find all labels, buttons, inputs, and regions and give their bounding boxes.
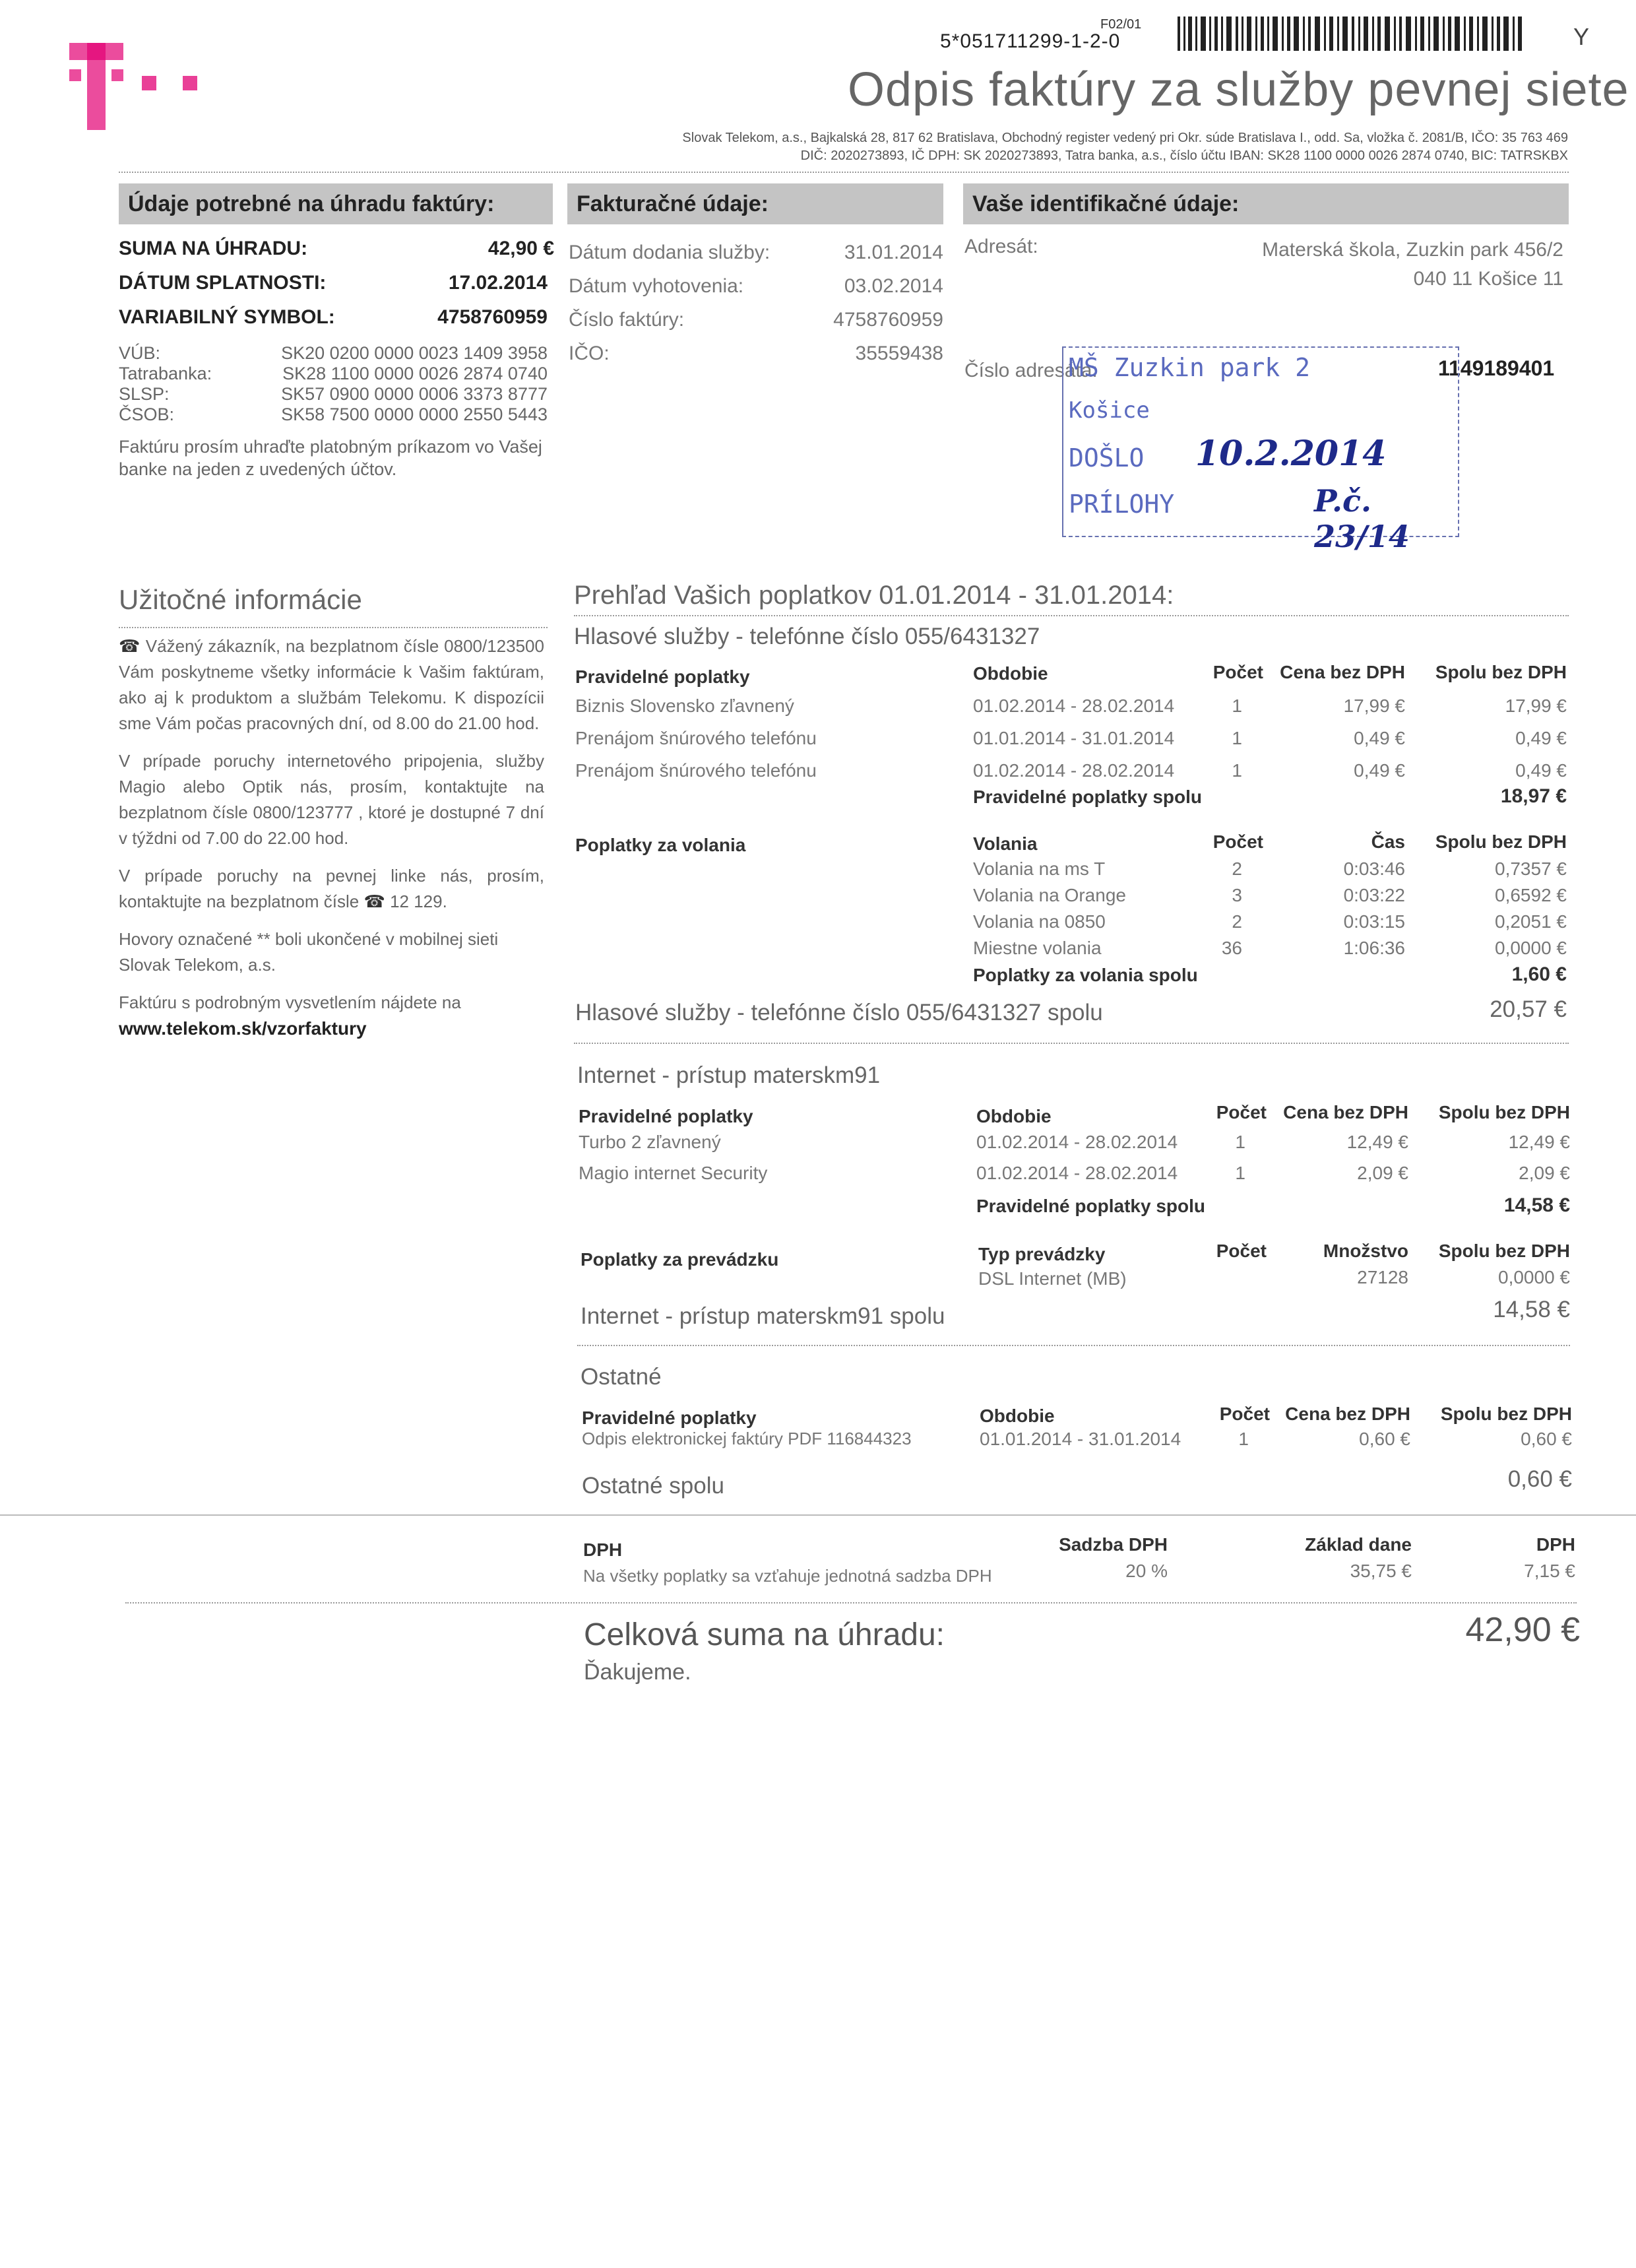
- barcode: [1178, 16, 1527, 51]
- charge-row: [579, 1157, 1570, 1188]
- call-row: [973, 856, 1569, 882]
- vat-heading: DPH: [583, 1539, 623, 1560]
- charge-price: 17,99 €: [1343, 696, 1405, 716]
- internet-regular-total-label: Pravidelné poplatky spolu: [976, 1196, 1205, 1216]
- internet-regular-total: 14,58 €: [1503, 1194, 1570, 1216]
- company-info: [516, 129, 1568, 165]
- col-count: Počet: [1212, 662, 1263, 682]
- barcode-number: 5*051711299-1-2-0: [940, 30, 1121, 52]
- bank-name: SLSP:: [119, 384, 170, 404]
- info-paragraph: [119, 863, 544, 915]
- charge-count: 1: [1232, 728, 1242, 748]
- calls-rows: [973, 856, 1569, 961]
- bank-iban: SK20 0200 0000 0023 1409 3958: [281, 343, 548, 363]
- charge-name: Turbo 2 zľavnený: [579, 1132, 721, 1152]
- internet-summary-label: Internet - prístup materskm91 spolu: [581, 1303, 945, 1329]
- call-type: Volania na Orange: [973, 885, 1126, 905]
- charge-price: 0,49 €: [1354, 728, 1405, 748]
- billing-row: [569, 269, 943, 303]
- other-title: Ostatné: [581, 1364, 662, 1390]
- call-total: 0,2051 €: [1495, 911, 1567, 932]
- vat-rate-value: 20 %: [1125, 1561, 1168, 1581]
- charge-row: [579, 1126, 1570, 1157]
- charge-name: Prenájom šnúrového telefónu: [575, 728, 817, 748]
- addressee-label: Adresát:: [964, 236, 1038, 257]
- call-row: [973, 882, 1569, 909]
- bank-accounts: [119, 343, 548, 425]
- info-rule: [119, 627, 548, 628]
- phone-icon: ☎: [363, 891, 385, 911]
- call-count: 36: [1221, 938, 1242, 958]
- vat-base-label: Základ dane: [1305, 1534, 1412, 1555]
- voice-regular-total-label: Pravidelné poplatky spolu: [973, 787, 1202, 807]
- traffic-total: 0,0000 €: [1498, 1267, 1570, 1287]
- info-paragraph: Hovory označené ** boli ukončené v mobilnej sieti Slovak Telekom, a.s.: [119, 929, 499, 975]
- info-paragraph: V prípade poruchy internetového pripojenia, služby Magio alebo Optik nás, prosím, kontaktujte na bezplatnom čísle 0800/123777 , ktoré je dostupné 7 dní v týždni od 7.00 do 22.00 hod.: [119, 751, 544, 848]
- billing-rows: [569, 236, 943, 370]
- call-time: 0:03:22: [1343, 885, 1405, 905]
- addressee-line: 040 11 Košice 11: [1413, 268, 1563, 290]
- billing-value: 35559438: [855, 342, 943, 364]
- call-type: Volania na ms T: [973, 859, 1106, 879]
- due-date-value: 17.02.2014: [448, 272, 548, 294]
- col-count: Počet: [1219, 1404, 1270, 1424]
- charge-price: 12,49 €: [1346, 1132, 1408, 1152]
- payment-note: [119, 436, 542, 480]
- voice-title: Hlasové služby - telefónne číslo 055/6431327: [574, 624, 1040, 649]
- corner-mark: Y: [1573, 23, 1590, 50]
- charge-row: [575, 722, 1569, 754]
- internet-regular-heading: Pravidelné poplatky: [579, 1106, 753, 1126]
- billing-row: [569, 303, 943, 337]
- identification-heading: Vaše identifikačné údaje:: [963, 183, 1569, 224]
- billing-row: [569, 337, 943, 370]
- addressee-number-value: 1149189401: [1438, 356, 1555, 380]
- call-total: 0,7357 €: [1495, 859, 1567, 879]
- col-traffic-count: Počet: [1216, 1241, 1267, 1261]
- charge-price: 0,60 €: [1359, 1429, 1410, 1449]
- charge-total: 17,99 €: [1505, 696, 1567, 716]
- charge-total: 0,49 €: [1515, 760, 1567, 781]
- info-paragraph: [119, 633, 544, 736]
- call-time: 1:06:36: [1343, 938, 1405, 958]
- calls-heading: Poplatky za volania: [575, 835, 746, 855]
- billing-label: Dátum dodania služby:: [569, 242, 771, 263]
- charge-row: [575, 754, 1569, 787]
- charge-period: 01.02.2014 - 28.02.2014: [973, 696, 1175, 716]
- call-time: 0:03:15: [1343, 911, 1405, 932]
- voice-rule: [574, 1043, 1569, 1044]
- call-total: 0,6592 €: [1495, 885, 1567, 905]
- calls-total-label: Poplatky za volania spolu: [973, 965, 1198, 985]
- info-paragraph: Faktúru s podrobným vysvetlením nájdete na: [119, 992, 461, 1012]
- overview-rule: [574, 615, 1569, 616]
- handwritten-reference: P.č. 23/14: [1314, 483, 1410, 554]
- addressee-address: [1121, 236, 1563, 294]
- charge-total: 12,49 €: [1508, 1132, 1570, 1152]
- call-time: 0:03:46: [1343, 859, 1405, 879]
- col-calls-count: Počet: [1212, 831, 1263, 852]
- bank-name: VÚB:: [119, 343, 161, 363]
- charge-total: 0,49 €: [1515, 728, 1567, 748]
- internet-title: Internet - prístup materskm91: [577, 1062, 881, 1088]
- voice-summary-value: 20,57 €: [1490, 996, 1567, 1022]
- other-summary-value: 0,60 €: [1507, 1466, 1572, 1492]
- charge-row: [582, 1429, 1572, 1460]
- vat-amount-value: 7,15 €: [1524, 1561, 1575, 1581]
- charge-period: 01.02.2014 - 28.02.2014: [976, 1132, 1178, 1152]
- overview-title: Prehľad Vašich poplatkov 01.01.2014 - 31.01.2014:: [574, 581, 1174, 610]
- billing-label: Dátum vyhotovenia:: [569, 275, 744, 297]
- fault-line-number: 12 129.: [390, 891, 447, 911]
- call-row: [973, 935, 1569, 961]
- vat-base-value: 35,75 €: [1350, 1561, 1412, 1581]
- variable-symbol-value: 4758760959: [437, 306, 548, 328]
- telekom-logo: [69, 43, 123, 130]
- bank-iban: SK58 7500 0000 0000 2550 5443: [281, 405, 548, 424]
- charge-total: 2,09 €: [1519, 1163, 1570, 1183]
- billing-value: 31.01.2014: [844, 242, 943, 263]
- info-text: [119, 633, 544, 1041]
- header-rule: [119, 172, 1569, 173]
- received-stamp: [1062, 346, 1459, 554]
- voice-summary-label: Hlasové služby - telefónne číslo 055/6431327 spolu: [575, 1000, 1103, 1025]
- stamp-line-2: Košice: [1069, 397, 1150, 424]
- charge-period: 01.02.2014 - 28.02.2014: [973, 760, 1175, 781]
- voice-regular-rows: [575, 690, 1569, 787]
- payment-heading: Údaje potrebné na úhradu faktúry:: [119, 183, 553, 224]
- charge-name: Biznis Slovensko zľavnený: [575, 696, 794, 716]
- charge-total: 0,60 €: [1521, 1429, 1572, 1449]
- bank-row: [119, 405, 548, 425]
- section-divider: [0, 1514, 1636, 1516]
- billing-value: 4758760959: [833, 309, 943, 331]
- stamp-line-1: MŠ Zuzkin park 2: [1069, 353, 1311, 382]
- logo-dots: [142, 76, 224, 94]
- addressee-line: Materská škola, Zuzkin park 456/2: [1262, 239, 1563, 261]
- thank-you: Ďakujeme.: [584, 1660, 691, 1685]
- col-traffic-type: Typ prevádzky: [978, 1244, 1106, 1264]
- col-total: Spolu bez DPH: [1438, 1102, 1570, 1122]
- form-code: F02/01: [1100, 17, 1142, 32]
- internet-rule: [577, 1345, 1570, 1346]
- charge-count: 1: [1235, 1163, 1245, 1183]
- stamp-line-4: PRÍLOHY: [1069, 490, 1175, 519]
- billing-heading: Fakturačné údaje:: [567, 183, 943, 224]
- invoice-help-link[interactable]: www.telekom.sk/vzorfaktury: [119, 1018, 367, 1039]
- charge-period: 01.02.2014 - 28.02.2014: [976, 1163, 1178, 1183]
- col-price: Cena bez DPH: [1283, 1102, 1408, 1122]
- call-count: 2: [1232, 911, 1242, 932]
- billing-label: Číslo faktúry:: [569, 309, 685, 331]
- bank-iban: SK28 1100 0000 0026 2874 0740: [282, 364, 548, 383]
- bank-row: [119, 364, 548, 384]
- col-period: Obdobie: [976, 1106, 1052, 1126]
- bank-name: Tatrabanka:: [119, 364, 212, 383]
- charge-name: Odpis elektronickej faktúry PDF 116844323: [582, 1429, 912, 1448]
- phone-icon: ☎: [119, 636, 141, 656]
- traffic-type: DSL Internet (MB): [978, 1268, 1127, 1289]
- addressee-number-label: Číslo adresáta:: [964, 360, 1098, 381]
- internet-summary-value: 14,58 €: [1493, 1297, 1570, 1322]
- vat-rate-label: Sadzba DPH: [1059, 1534, 1168, 1555]
- col-quantity: Množstvo: [1323, 1241, 1408, 1261]
- call-count: 3: [1232, 885, 1242, 905]
- charge-name: Magio internet Security: [579, 1163, 768, 1183]
- col-calls-total: Spolu bez DPH: [1435, 831, 1567, 852]
- stamp-line-3: DOŠLO: [1069, 443, 1145, 472]
- charge-price: 0,49 €: [1354, 760, 1405, 781]
- amount-label: SUMA NA ÚHRADU:: [119, 238, 308, 259]
- voice-regular-total: 18,97 €: [1500, 785, 1567, 807]
- charge-count: 1: [1238, 1429, 1249, 1449]
- traffic-heading: Poplatky za prevádzku: [581, 1249, 779, 1270]
- call-row: [973, 909, 1569, 935]
- col-price: Cena bez DPH: [1285, 1404, 1410, 1424]
- payment-note-line: banke na jeden z uvedených účtov.: [119, 459, 397, 479]
- traffic-quantity: 27128: [1357, 1267, 1408, 1287]
- col-count: Počet: [1216, 1102, 1267, 1122]
- other-summary-label: Ostatné spolu: [582, 1473, 724, 1499]
- col-total: Spolu bez DPH: [1435, 662, 1567, 682]
- billing-label: IČO:: [569, 342, 610, 364]
- due-date-label: DÁTUM SPLATNOSTI:: [119, 272, 327, 294]
- charge-count: 1: [1232, 696, 1242, 716]
- charge-count: 1: [1235, 1132, 1245, 1152]
- voice-regular-heading: Pravidelné poplatky: [575, 666, 750, 687]
- col-total: Spolu bez DPH: [1440, 1404, 1572, 1424]
- company-line-1: Slovak Telekom, a.s., Bajkalská 28, 817 62 Bratislava, Obchodný register vedený pri Okr. súde Bratislava I., odd. Sa, vložka č. 2081/B, IČO: 35 763 469: [682, 131, 1568, 145]
- payment-note-line: Faktúru prosím uhraďte platobným príkazom vo Vašej: [119, 437, 542, 457]
- col-price: Cena bez DPH: [1280, 662, 1405, 682]
- grand-total-label: Celková suma na úhradu:: [584, 1617, 945, 1652]
- col-time: Čas: [1371, 831, 1405, 852]
- variable-symbol-label: VARIABILNÝ SYMBOL:: [119, 306, 335, 328]
- vat-rule: [125, 1602, 1577, 1604]
- calls-total: 1,60 €: [1511, 963, 1567, 985]
- charge-period: 01.01.2014 - 31.01.2014: [980, 1429, 1181, 1449]
- call-total: 0,0000 €: [1495, 938, 1567, 958]
- charge-price: 2,09 €: [1357, 1163, 1408, 1183]
- info-paragraph-text: V prípade poruchy na pevnej linke nás, prosím, kontaktujte na bezplatnom čísle: [119, 866, 544, 911]
- amount-value: 42,90 €: [488, 238, 554, 259]
- bank-row: [119, 384, 548, 405]
- call-type: Miestne volania: [973, 938, 1102, 958]
- internet-regular-rows: [579, 1126, 1570, 1188]
- charge-name: Prenájom šnúrového telefónu: [575, 760, 817, 781]
- handwritten-date: 10.2.2014: [1195, 434, 1387, 474]
- bank-name: ČSOB:: [119, 405, 175, 424]
- billing-value: 03.02.2014: [844, 275, 943, 297]
- call-type: Volania na 0850: [973, 911, 1106, 932]
- other-regular-heading: Pravidelné poplatky: [582, 1408, 757, 1428]
- col-period: Obdobie: [973, 663, 1048, 684]
- company-line-2: DIČ: 2020273893, IČ DPH: SK 2020273893, Tatra banka, a.s., číslo účtu IBAN: SK28 1100 0000 0026 2874 0740, BIC: TATRSKBX: [800, 148, 1568, 163]
- col-calls: Volania: [973, 833, 1038, 854]
- col-period: Obdobie: [980, 1406, 1055, 1426]
- charge-row: [575, 690, 1569, 722]
- charge-period: 01.01.2014 - 31.01.2014: [973, 728, 1175, 748]
- grand-total-value: 42,90 €: [1465, 1611, 1580, 1649]
- bank-iban: SK57 0900 0000 0006 3373 8777: [281, 384, 548, 404]
- charge-count: 1: [1232, 760, 1242, 781]
- billing-row: [569, 236, 943, 269]
- document-title: Odpis faktúry za služby pevnej siete: [848, 63, 1629, 116]
- bank-row: [119, 343, 548, 364]
- info-heading: Užitočné informácie: [119, 584, 362, 615]
- call-count: 2: [1232, 859, 1242, 879]
- col-traffic-total: Spolu bez DPH: [1438, 1241, 1570, 1261]
- vat-note: Na všetky poplatky sa vzťahuje jednotná sadzba DPH: [583, 1566, 992, 1586]
- vat-amount-label: DPH: [1536, 1534, 1575, 1555]
- info-paragraph-text: Vážený zákazník, na bezplatnom čísle 0800/123500 Vám poskytneme všetky informácie k Vašim faktúram, ako aj k produktom a službám Telekomu. K dispozícii sme Vám počas pracovných dní, od 8.00 do 21.00 hod.: [119, 636, 544, 733]
